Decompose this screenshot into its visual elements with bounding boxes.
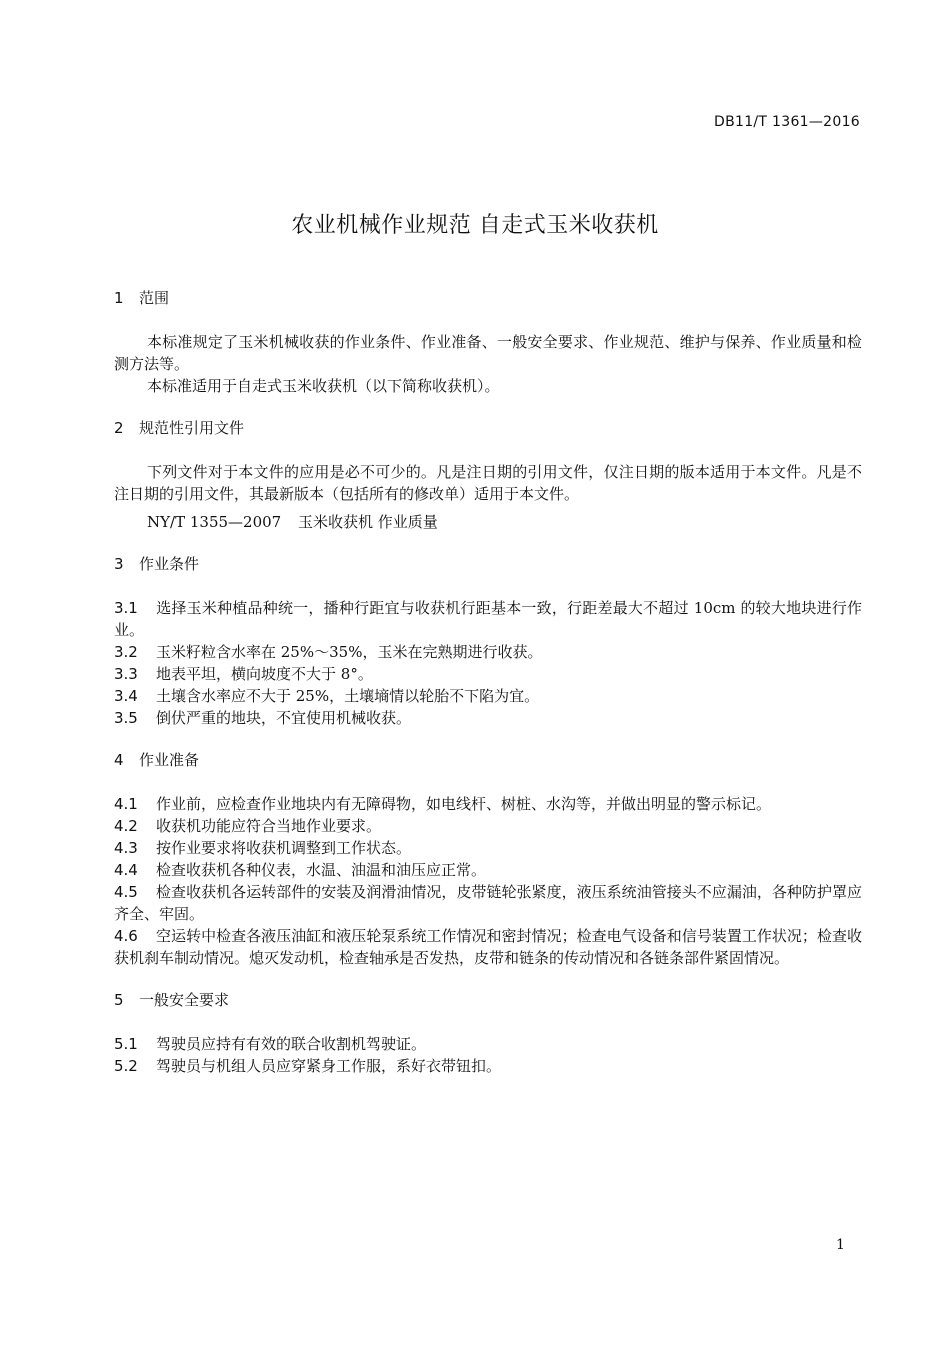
section-title: 一般安全要求 bbox=[139, 991, 230, 1009]
clause-4-6 bbox=[114, 925, 862, 969]
clause-3-2 bbox=[114, 641, 862, 663]
clause-4-4 bbox=[114, 859, 862, 881]
section-title: 作业准备 bbox=[139, 751, 200, 769]
reference-entry bbox=[114, 511, 862, 533]
clause-text: 玉米籽粒含水率在 25%～35%，玉米在完熟期进行收获。 bbox=[156, 643, 543, 661]
clause-text: 检查收获机各种仪表，水温、油温和油压应正常。 bbox=[156, 861, 487, 879]
section-heading-scope bbox=[114, 287, 862, 309]
clause-text: 收获机功能应符合当地作业要求。 bbox=[156, 817, 382, 835]
clause-text: 空运转中检查各液压油缸和液压轮泵系统工作情况和密封情况；检查电气设备和信号装置工作状况；检查收获机刹车制动情况。熄灭发动机，检查轴承是否发热，皮带和链条的传动情况和各链条部件紧固情况。 bbox=[114, 927, 862, 967]
clause-4-3 bbox=[114, 837, 862, 859]
clause-number: 5.2 bbox=[114, 1057, 138, 1075]
clause-3-5 bbox=[114, 707, 862, 729]
reference-code: NY/T 1355—2007 bbox=[147, 513, 282, 531]
clause-text: 倒伏严重的地块，不宜使用机械收获。 bbox=[156, 709, 412, 727]
clause-text: 检查收获机各运转部件的安装及润滑油情况，皮带链轮张紧度，液压系统油管接头不应漏油，各种防护罩应齐全、牢固。 bbox=[114, 883, 862, 923]
clause-text: 驾驶员与机组人员应穿紧身工作服，系好衣带钮扣。 bbox=[156, 1057, 502, 1075]
reference-name: 玉米收获机 作业质量 bbox=[298, 513, 438, 531]
section-title: 规范性引用文件 bbox=[139, 419, 245, 437]
clause-number: 3.4 bbox=[114, 687, 138, 705]
clause-number: 4.1 bbox=[114, 795, 138, 813]
clause-3-4 bbox=[114, 685, 862, 707]
section-title: 范围 bbox=[139, 289, 170, 307]
clause-text: 土壤含水率应不大于 25%，土壤墒情以轮胎不下陷为宜。 bbox=[156, 687, 540, 705]
clause-text: 作业前，应检查作业地块内有无障碍物，如电线杆、树桩、水沟等，并做出明显的警示标记。 bbox=[156, 795, 772, 813]
section-heading-operation-preparation bbox=[114, 749, 862, 771]
section-number: 1 bbox=[114, 289, 124, 307]
clause-5-2 bbox=[114, 1055, 862, 1077]
clause-3-3 bbox=[114, 663, 862, 685]
section-heading-normative-references bbox=[114, 417, 862, 439]
standard-code: DB11/T 1361—2016 bbox=[714, 114, 860, 130]
clause-number: 3.3 bbox=[114, 665, 138, 683]
section-number: 5 bbox=[114, 991, 124, 1009]
clause-number: 5.1 bbox=[114, 1035, 138, 1053]
section-number: 4 bbox=[114, 751, 124, 769]
section-heading-general-safety bbox=[114, 989, 862, 1011]
clause-number: 4.3 bbox=[114, 839, 138, 857]
document-body bbox=[114, 287, 862, 1077]
clause-text: 驾驶员应持有有效的联合收割机驾驶证。 bbox=[156, 1035, 427, 1053]
clause-number: 4.2 bbox=[114, 817, 138, 835]
clause-number: 3.5 bbox=[114, 709, 138, 727]
section-number: 2 bbox=[114, 419, 124, 437]
clause-4-5 bbox=[114, 881, 862, 925]
clause-number: 3.2 bbox=[114, 643, 138, 661]
clause-number: 3.1 bbox=[114, 599, 138, 617]
clause-3-1 bbox=[114, 597, 862, 641]
scope-paragraph-1: 本标准规定了玉米机械收获的作业条件、作业准备、一般安全要求、作业规范、维护与保养、作业质量和检测方法等。 bbox=[114, 333, 862, 373]
references-paragraph: 下列文件对于本文件的应用是必不可少的。凡是注日期的引用文件，仅注日期的版本适用于本文件。凡是不注日期的引用文件，其最新版本（包括所有的修改单）适用于本文件。 bbox=[114, 463, 862, 503]
clause-number: 4.6 bbox=[114, 927, 138, 945]
clause-text: 按作业要求将收获机调整到工作状态。 bbox=[156, 839, 412, 857]
clause-4-1 bbox=[114, 793, 862, 815]
page-number: 1 bbox=[836, 1237, 845, 1253]
clause-text: 选择玉米种植品种统一，播种行距宜与收获机行距基本一致，行距差最大不超过 10cm 的较大地块进行作业。 bbox=[114, 599, 862, 639]
clause-4-2 bbox=[114, 815, 862, 837]
clause-number: 4.5 bbox=[114, 883, 138, 901]
document-title: 农业机械作业规范 自走式玉米收获机 bbox=[291, 213, 659, 238]
section-heading-operating-conditions bbox=[114, 553, 862, 575]
clause-5-1 bbox=[114, 1033, 862, 1055]
clause-text: 地表平坦，横向坡度不大于 8°。 bbox=[156, 665, 373, 683]
section-number: 3 bbox=[114, 555, 124, 573]
section-title: 作业条件 bbox=[139, 555, 200, 573]
clause-number: 4.4 bbox=[114, 861, 138, 879]
scope-paragraph-2: 本标准适用于自走式玉米收获机（以下简称收获机）。 bbox=[147, 377, 500, 395]
